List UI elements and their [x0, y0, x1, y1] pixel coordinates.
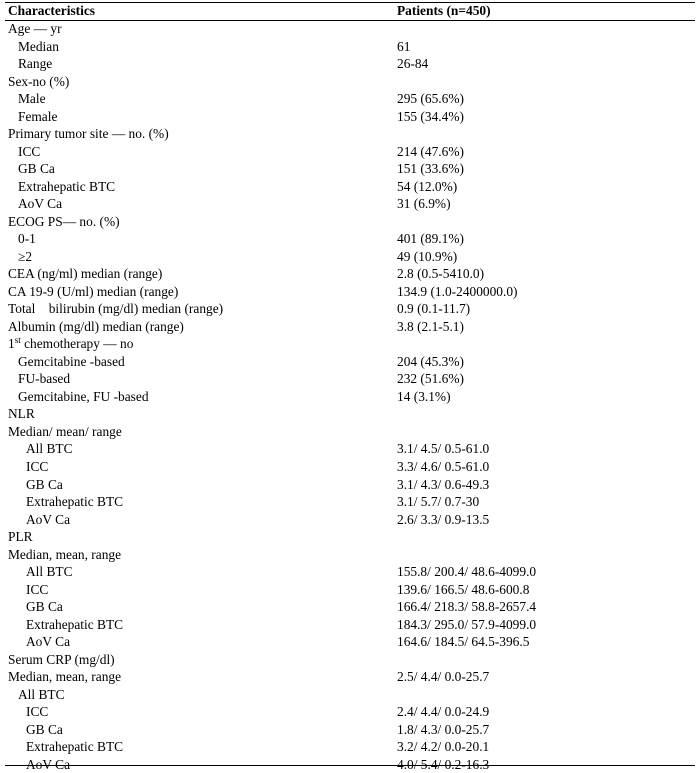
row-value: 139.6/ 166.5/ 48.6-600.8	[397, 581, 530, 597]
table-row	[0, 440, 700, 458]
row-value: 155 (34.4%)	[397, 108, 464, 124]
row-label-text: AoV Ca	[26, 511, 71, 527]
row-label-text: Median	[18, 38, 59, 54]
table-row	[0, 616, 700, 634]
row-label	[8, 38, 59, 56]
row-label	[8, 493, 123, 511]
table-row	[0, 248, 700, 266]
row-label-text: CEA (ng/ml) median (range)	[8, 266, 163, 282]
row-label-text: ICC	[26, 704, 49, 720]
row-label	[8, 458, 48, 476]
table-row	[0, 528, 700, 546]
row-value: 155.8/ 200.4/ 48.6-4099.0	[397, 564, 537, 580]
row-value: 3.1/ 4.3/ 0.6-49.3	[397, 476, 490, 492]
row-label-text: GB Ca	[26, 476, 63, 492]
row-label	[8, 633, 70, 651]
row-label	[8, 265, 162, 283]
row-value: 204 (45.3%)	[397, 353, 464, 369]
row-label-text: Median/ mean/ range	[8, 423, 122, 439]
row-value: 14 (3.1%)	[397, 388, 451, 404]
table-row	[0, 738, 700, 756]
row-value: 214 (47.6%)	[397, 143, 464, 159]
row-label	[8, 90, 46, 108]
table-row	[0, 283, 700, 301]
row-label-text: NLR	[8, 406, 35, 422]
row-value: 1.8/ 4.3/ 0.0-25.7	[397, 721, 490, 737]
table-header-row	[0, 2, 700, 20]
table-row	[0, 38, 700, 56]
row-value: 166.4/ 218.3/ 58.8-2657.4	[397, 599, 537, 615]
table-row	[0, 423, 700, 441]
table-row	[0, 265, 700, 283]
row-value: 4.0/ 5.4/ 0.2-16.3	[397, 756, 490, 772]
table-row	[0, 388, 700, 406]
row-value: 61	[397, 38, 411, 54]
table-row	[0, 195, 700, 213]
row-label-text: Total bilirubin (mg/dl) median (range)	[8, 301, 224, 317]
table-row	[0, 178, 700, 196]
row-value: 164.6/ 184.5/ 64.5-396.5	[397, 634, 530, 650]
row-value: 151 (33.6%)	[397, 161, 464, 177]
row-label	[8, 686, 65, 704]
table-row	[0, 703, 700, 721]
table-row	[0, 651, 700, 669]
row-label-text: GB Ca	[26, 599, 63, 615]
table-row	[0, 546, 700, 564]
row-label	[8, 546, 121, 564]
row-label	[8, 195, 62, 213]
row-value: 2.4/ 4.4/ 0.0-24.9	[397, 704, 490, 720]
row-value: 3.1/ 4.5/ 0.5-61.0	[397, 441, 490, 457]
row-label-text: Gemcitabine -based	[18, 353, 125, 369]
row-value: 49 (10.9%)	[397, 248, 458, 264]
row-label-text: All BTC	[18, 686, 65, 702]
row-label-text: Extrahepatic BTC	[26, 616, 124, 632]
row-label-superscript: st	[14, 335, 21, 346]
row-label	[8, 721, 63, 739]
row-label	[8, 476, 63, 494]
row-label	[8, 370, 70, 388]
row-label	[8, 300, 223, 318]
table-row	[0, 476, 700, 494]
row-label	[8, 598, 63, 616]
table-row	[0, 353, 700, 371]
row-label-text: ICC	[26, 581, 49, 597]
row-value: 134.9 (1.0-2400000.0)	[397, 283, 518, 299]
row-label-text: ECOG PS— no. (%)	[8, 213, 120, 229]
table-row	[0, 90, 700, 108]
row-label-text: Extrahepatic BTC	[26, 739, 124, 755]
row-label-text: Extrahepatic BTC	[26, 494, 124, 510]
row-label	[8, 423, 122, 441]
row-label-text: Albumin (mg/dl) median (range)	[8, 318, 184, 334]
row-value: 26-84	[397, 56, 429, 72]
row-label-text: ICC	[26, 459, 49, 474]
table-row	[0, 493, 700, 511]
row-label-text: Range	[18, 56, 53, 72]
row-label-text: FU-based	[18, 371, 71, 387]
row-label	[8, 143, 40, 161]
row-label	[8, 511, 70, 529]
row-label	[8, 318, 184, 336]
row-value: 2.6/ 3.3/ 0.9-13.5	[397, 511, 490, 527]
table-row	[0, 370, 700, 388]
header-characteristics: Characteristics	[8, 3, 96, 18]
table-row	[0, 300, 700, 318]
row-value: 3.3/ 4.6/ 0.5-61.0	[397, 459, 490, 474]
row-label	[8, 125, 169, 143]
row-label-text: Sex-no (%)	[8, 73, 70, 89]
row-value: 232 (51.6%)	[397, 371, 464, 387]
row-label-text: Extrahepatic BTC	[18, 178, 116, 194]
row-value: 401 (89.1%)	[397, 231, 464, 247]
row-label	[8, 388, 149, 406]
table-row	[0, 20, 700, 38]
row-value: 184.3/ 295.0/ 57.9-4099.0	[397, 616, 537, 632]
row-value: 54 (12.0%)	[397, 178, 458, 194]
row-label	[8, 335, 133, 353]
row-label-text: ≥2	[18, 248, 33, 264]
row-label	[8, 738, 123, 756]
row-label	[8, 20, 62, 38]
table-row	[0, 230, 700, 248]
row-value: 295 (65.6%)	[397, 91, 464, 107]
row-label-text: 1	[8, 336, 15, 352]
row-label	[8, 616, 123, 634]
row-label-text: AoV Ca	[26, 756, 71, 772]
table-row	[0, 213, 700, 231]
row-label-text: AoV Ca	[26, 634, 71, 650]
row-label-text: AoV Ca	[18, 196, 63, 212]
table-row	[0, 563, 700, 581]
row-value: 3.1/ 5.7/ 0.7-30	[397, 494, 480, 510]
row-label	[8, 178, 115, 196]
row-label-rest: chemotherapy — no	[20, 336, 134, 352]
row-label-text: Median, mean, range	[8, 546, 122, 562]
row-value: 3.8 (2.1-5.1)	[397, 318, 464, 334]
row-value: 31 (6.9%)	[397, 196, 451, 212]
row-label	[8, 213, 120, 231]
table-row	[0, 686, 700, 704]
header-patients: Patients (n=450)	[397, 3, 491, 18]
row-label-text: Female	[18, 108, 58, 124]
table-row	[0, 511, 700, 529]
row-label	[8, 528, 33, 546]
row-label-text: Male	[18, 91, 46, 107]
table-row	[0, 335, 700, 353]
row-label-text: Serum CRP (mg/dl)	[8, 651, 115, 667]
row-value: 2.8 (0.5-5410.0)	[397, 266, 485, 282]
table-row	[0, 598, 700, 616]
row-label	[8, 73, 69, 91]
table-row	[0, 108, 700, 126]
table-row	[0, 581, 700, 599]
table-row	[0, 125, 700, 143]
row-value: 3.2/ 4.2/ 0.0-20.1	[397, 739, 490, 755]
row-label-text: Median, mean, range	[8, 669, 122, 685]
row-label	[8, 668, 121, 686]
row-label	[8, 703, 48, 721]
table-row	[0, 73, 700, 91]
row-label-text: PLR	[8, 529, 33, 545]
row-label-text: All BTC	[26, 564, 73, 580]
row-label	[8, 651, 115, 669]
table-row	[0, 405, 700, 423]
table-row	[0, 55, 700, 73]
row-label-text: Primary tumor site — no. (%)	[8, 126, 169, 142]
row-label-text: 0-1	[18, 231, 36, 247]
row-label	[8, 248, 32, 266]
row-label	[8, 353, 125, 371]
row-label	[8, 108, 57, 126]
table-bottom-rule	[5, 765, 695, 766]
table-row	[0, 668, 700, 686]
row-label-text: GB Ca	[18, 161, 55, 177]
row-label-text: CA 19-9 (U/ml) median (range)	[8, 283, 179, 299]
row-label	[8, 581, 48, 599]
row-label	[8, 230, 36, 248]
row-value: 0.9 (0.1-11.7)	[397, 301, 471, 317]
row-label	[8, 160, 55, 178]
row-label	[8, 405, 35, 423]
table-row	[0, 721, 700, 739]
row-label-text: All BTC	[26, 441, 73, 457]
table-row	[0, 458, 700, 476]
row-label	[8, 283, 178, 301]
row-label-text: Gemcitabine, FU -based	[18, 388, 149, 404]
row-value: 2.5/ 4.4/ 0.0-25.7	[397, 669, 490, 685]
table-row	[0, 160, 700, 178]
row-label-text: GB Ca	[26, 721, 63, 737]
row-label-text: Age — yr	[8, 21, 62, 36]
row-label-text: ICC	[18, 143, 41, 159]
row-label	[8, 563, 73, 581]
row-label	[8, 440, 73, 458]
table-row	[0, 318, 700, 336]
table-row	[0, 143, 700, 161]
table-row	[0, 633, 700, 651]
row-label	[8, 55, 52, 73]
